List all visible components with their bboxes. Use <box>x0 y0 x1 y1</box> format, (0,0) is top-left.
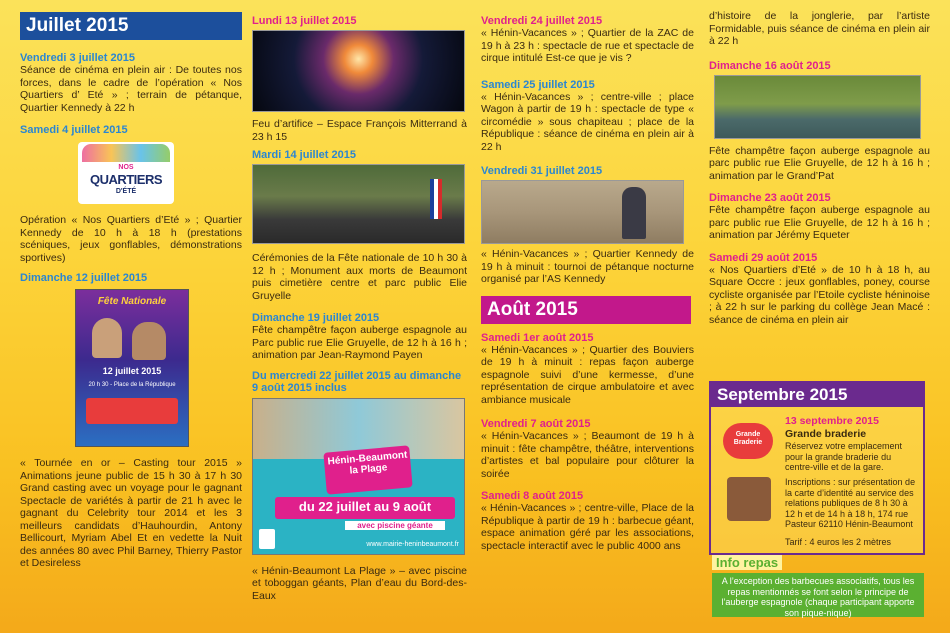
column-3 <box>481 0 694 552</box>
event-text: « Hénin-Vacances » ; Beaumont de 19 h à minuit : fête champêtre, théâtre, interventions d’artistes et bal populaire pour clôturer la soirée <box>481 430 694 480</box>
month-header-july: Juillet 2015 <box>20 12 242 40</box>
column-4 <box>709 0 930 326</box>
fireworks-photo <box>252 30 465 112</box>
event-date: Dimanche 19 juillet 2015 <box>252 312 380 324</box>
event-text: « Hénin-Beaumont La Plage » – avec piscine et toboggan géants, Plan d’eau du Bord-des-Eaux <box>252 564 467 602</box>
event-date: Samedi 1er août 2015 <box>481 331 594 344</box>
column-2 <box>252 0 467 602</box>
event-text: Opération « Nos Quartiers d’Eté » ; Quartier Kennedy de 10 h à 18 h (prestations scéniques, jeux gonflables, démonstrations sportives) <box>20 214 242 264</box>
braderie-text: Réservez votre emplacement pour la grande braderie du centre-ville et de la gare. <box>785 441 903 472</box>
braderie-title: Grande braderie <box>785 428 867 440</box>
event-date: Lundi 13 juillet 2015 <box>252 15 357 27</box>
event-text: Fête champêtre façon auberge espagnole au parc public rue Elie Gruyelle, de 12 h à 16 h ; animation par le Grand’Pat <box>709 144 930 182</box>
event-text: « Hénin-Vacances » ; centre-ville ; place Wagon à partir de 19 h : spectacle de type « circomédie » sous chapiteau ; place de la République : séance de cinéma en plein air à 22 h <box>481 90 694 153</box>
event-date: Dimanche 23 août 2015 <box>709 192 831 204</box>
event-date: Mardi 14 juillet 2015 <box>252 149 356 161</box>
event-text: « Hénin-Vacances » ; Quartier des Bouviers de 19 h à minuit : repas façon auberge espagnole suivi d’une kermesse, d’une représentation de cirque ambulatoire et avec ambiance musicale <box>481 343 694 406</box>
event-text: Fête champêtre façon auberge espagnole au Parc public rue Elie Gruyelle, de 12 h à 16 h ; animation par Jean-Raymond Payen <box>252 324 467 361</box>
event-text: « Hénin-Vacances » ; centre-ville, Place de la République à partir de 19 h : barbecue géant, espace animation géré par les associations, spectacle interactif avec le public 4000 ans <box>481 502 694 552</box>
event-date: Dimanche 16 août 2015 <box>709 59 831 72</box>
event-date: Samedi 4 juillet 2015 <box>20 124 128 136</box>
event-text: d’histoire de la jonglerie, par l’artiste Formidable, puis séance de cinéma en plein air à 22 h <box>709 10 930 47</box>
event-date: Samedi 25 juillet 2015 <box>481 78 595 91</box>
event-text: « Nos Quartiers d’Eté » de 10 h à 18 h, au Square Occre : jeux gonflables, poney, course cycliste organisée par l’Etoile cycliste héninoise ; à 22 h sur le parking du collège Jean Macé : séance de cinéma en plein air <box>709 263 930 326</box>
info-repas-title: Info repas <box>712 555 782 570</box>
fete-nationale-poster: Fête Nationale 12 juillet 2015 20 h 30 - Place de la République <box>75 289 189 447</box>
event-date: Vendredi 7 août 2015 <box>481 418 591 430</box>
event-text: « Hénin-Vacances » ; Quartier Kennedy de 19 h à minuit : tournoi de pétanque nocturne organisé par l’AS Kennedy <box>481 248 694 285</box>
nos-quartiers-logo: NOS QUARTIERS D'ÉTÉ <box>78 142 174 204</box>
event-text: « Hénin-Vacances » ; Quartier de la ZAC de 19 h à 23 h : spectacle de rue et spectacle de cirque intitulé Est-ce que je vis ? <box>481 27 694 64</box>
event-date: Dimanche 12 juillet 2015 <box>20 272 148 284</box>
event-text: Fête champêtre façon auberge espagnole au parc public rue Elie Gruyelle, de 12 h à 16 h ; animation par Jérémy Equeter <box>709 204 930 241</box>
month-header-august: Août 2015 <box>481 296 691 324</box>
event-text: « Tournée en or – Casting tour 2015 » Animations jeune public de 15 h 30 à 17 h 30 Grand casting avec un voyage pour le gagnant Spectacle de variétés à partir de 21 h avec le gagnant du Celebrity tour 2014 et les 3 meilleurs candidats d’Hauhourdin, Antony Bellicourt, Myriam Abel Et en vedette la Nuit des années 80 avec Phil Barney, Thierry Pastor et Desireless <box>20 457 242 569</box>
petanque-photo <box>481 180 684 244</box>
event-date: Samedi 8 août 2015 <box>481 490 584 502</box>
info-repas-text: A l’exception des barbecues associatifs, tous les repas mentionnés se font selon le principe de l’auberge espagnole (chaque participant apporte son pique-nique) <box>721 576 915 618</box>
event-date: Vendredi 24 juillet 2015 <box>481 15 603 27</box>
column-1 <box>20 0 242 570</box>
event-date: Samedi 29 août 2015 <box>709 251 818 264</box>
henin-plage-poster: Hénin-Beaumont la Plage du 22 juillet au 9 août avec piscine géante www.mairie-heninbeaumont.fr <box>252 398 465 555</box>
event-date: Vendredi 31 juillet 2015 <box>481 165 603 177</box>
event-text: Séance de cinéma en plein air : De toutes nos forces, dans le cadre de l’opération « Nos Quartiers d’ Eté » ; terrain de pétanque, Quartier Kennedy à 22 h <box>20 64 242 114</box>
braderie-tarif: Tarif : 4 euros les 2 mètres <box>785 537 892 547</box>
event-text: Cérémonies de la Fête nationale de 10 h 30 à 12 h ; Monument aux morts de Beaumont puis cimetière centre et parc public Elie Gruyelle <box>252 252 467 302</box>
info-repas-box <box>712 573 924 617</box>
park-photo <box>714 75 921 139</box>
braderie-illustration: Grande Braderie <box>717 417 779 535</box>
ceremony-photo <box>252 164 465 244</box>
event-text: Feu d’artifice – Espace François Mitterrand à 23 h 15 <box>252 118 467 143</box>
month-header-september: Septembre 2015 <box>711 383 923 407</box>
event-date: Vendredi 3 juillet 2015 <box>20 52 135 64</box>
september-box <box>709 381 925 555</box>
event-date: Du mercredi 22 juillet 2015 au dimanche 9 août 2015 inclus <box>252 369 462 394</box>
braderie-date: 13 septembre 2015 <box>785 415 879 427</box>
braderie-inscriptions: Inscriptions : sur présentation de la carte d’identité au service des relations publiques de 8 h 30 à 12 h et de 14 h à 18 h, 174 rue Pasteur 62110 Hénin-Beaumont <box>785 477 916 529</box>
